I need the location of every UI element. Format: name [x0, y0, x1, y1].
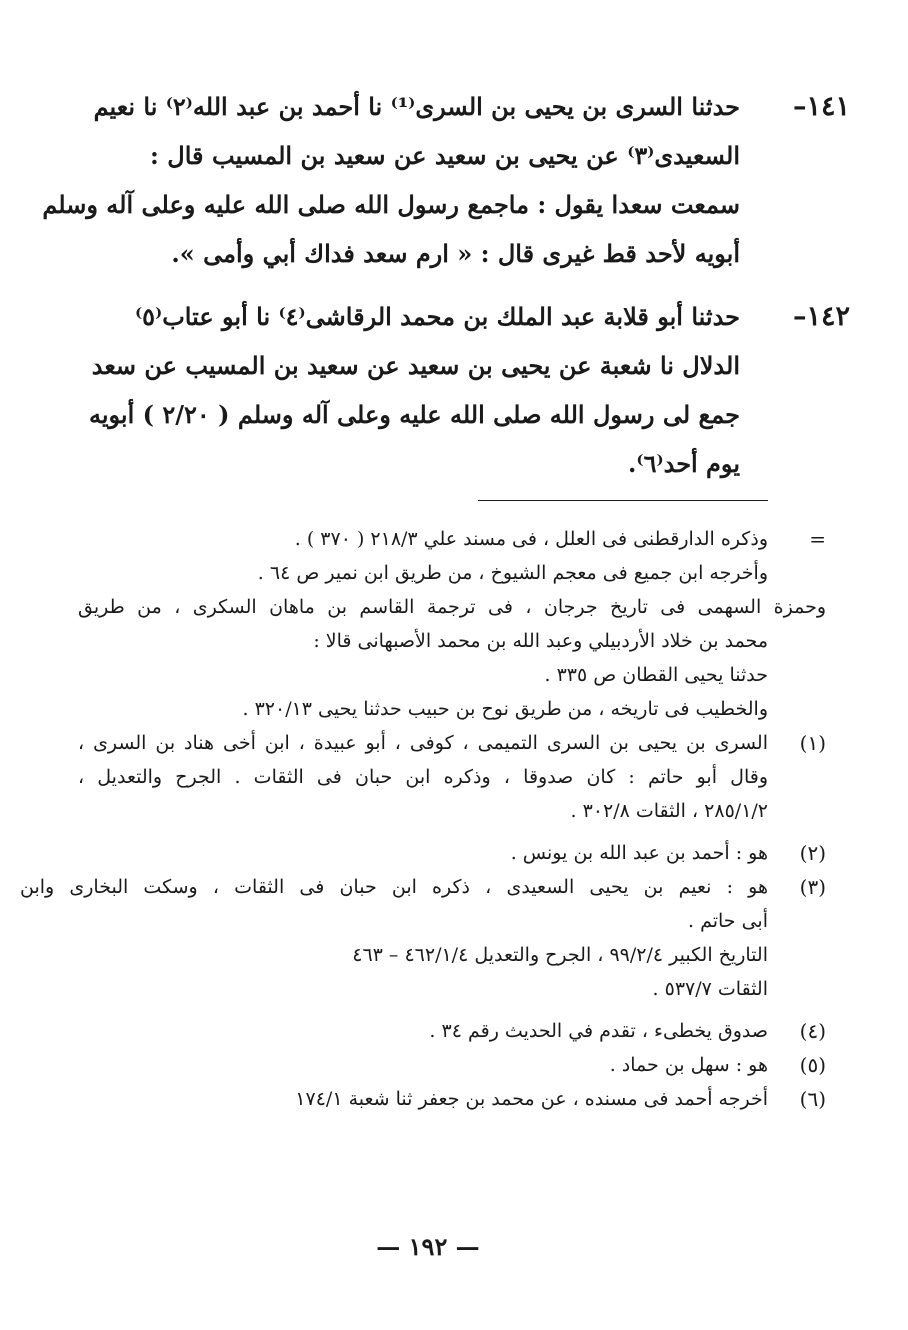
footnote-line: أخرجه أحمد فى مسنده ، عن محمد بن جعفر ثنا شعبة ١٧٤/١: [295, 1088, 768, 1110]
footnote-continued: [78, 522, 826, 726]
hadith-141: [42, 82, 850, 278]
footnote-1: [78, 726, 826, 828]
footnote-mark: (٦): [799, 1087, 826, 1111]
hadith-text: [42, 82, 850, 502]
footnote-mark: (٤): [799, 1019, 826, 1043]
footnote-mark: (٣): [799, 875, 826, 899]
hadith-142: [88, 292, 850, 488]
hadith-line: الدلال نا شعبة عن يحيى بن سعيد عن سعيد بن المسيب عن سعد: [91, 351, 740, 380]
footnote-mark: =: [809, 527, 826, 551]
footnote-line: محمد بن خلاد الأردبيلي وعبد الله بن محمد الأصبهانى قالا :: [313, 630, 768, 652]
footnote-mark: (٢): [799, 841, 826, 865]
hadith-number: ١٤١–: [792, 91, 850, 122]
footnote-line: السرى بن يحيى بن السرى التميمى ، كوفى ، أبو عبيدة ، ابن أخى هناد بن السرى ،: [78, 732, 768, 754]
hadith-line: حدثنا السرى بن يحيى بن السرى⁽¹⁾ نا أحمد بن عبد الله⁽٢⁾ نا نعيم: [93, 92, 740, 121]
footnote-4: [78, 1014, 826, 1048]
hadith-number: ١٤٢–: [792, 301, 850, 332]
footnote-line: ٢٨٥/١/٢ ، الثقات ٣٠٢/٨ .: [570, 800, 768, 822]
footnote-6: [78, 1082, 826, 1116]
hadith-line: جمع لى رسول الله صلى الله عليه وعلى آله وسلم ( ٢/٢٠ ) أبويه: [88, 400, 740, 429]
footnote-line: حدثنا يحيى القطان ص ٣٣٥ .: [544, 664, 768, 686]
footnote-line: وذكره الدارقطنى فى العلل ، فى مسند علي ٢١٨/٣ ( ٣٧٠ ) .: [294, 528, 768, 550]
footnotes: [20, 522, 826, 1116]
footnote-line: وأخرجه ابن جميع فى معجم الشيوخ ، من طريق ابن نمير ص ٦٤ .: [257, 562, 768, 584]
footnote-line: أبى حاتم .: [688, 910, 768, 932]
footnote-line: هو : نعيم بن يحيى السعيدى ، ذكره ابن حبان فى الثقات ، وسكت البخارى وابن: [20, 876, 768, 898]
footnote-line: صدوق يخطىء ، تقدم في الحديث رقم ٣٤ .: [429, 1020, 768, 1042]
footnote-mark: (٥): [799, 1053, 826, 1077]
hadith-line: السعيدى⁽٣⁾ عن يحيى بن سعيد عن سعيد بن المسيب قال :: [150, 141, 740, 170]
hadith-line: حدثنا أبو قلابة عبد الملك بن محمد الرقاشى⁽٤⁾ نا أبو عتاب⁽٥⁾: [135, 302, 740, 331]
footnote-line: الثقات ٥٣٧/٧ .: [652, 978, 768, 1000]
hadith-line: أبويه لأحد قط غيرى قال : « ارم سعد فداك أبي وأمى ».: [171, 239, 740, 268]
footnote-2: [78, 836, 826, 870]
footnote-line: هو : سهل بن حماد .: [609, 1054, 768, 1076]
footnote-3: [20, 870, 826, 1006]
hadith-line: سمعت سعدا يقول : ماجمع رسول الله صلى الله عليه وعلى آله وسلم: [42, 190, 740, 219]
footnote-line: التاريخ الكبير ٩٩/٢/٤ ، الجرح والتعديل ٤٦٢/١/٤ – ٤٦٣: [352, 944, 768, 966]
footnote-mark: (١): [799, 731, 826, 755]
footnote-line: وقال أبو حاتم : كان صدوقا ، وذكره ابن حبان فى الثقات . الجرح والتعديل ،: [78, 766, 768, 788]
page-number: — ١٩٢ —: [376, 1232, 480, 1261]
footnote-line: وحمزة السهمى فى تاريخ جرجان ، فى ترجمة القاسم بن ماهان السكرى ، من طريق: [78, 596, 826, 618]
footnote-line: والخطيب فى تاريخه ، من طريق نوح بن حبيب حدثنا يحيى ٣٢٠/١٣ .: [242, 698, 768, 720]
footnote-5: [78, 1048, 826, 1082]
hadith-line: يوم أحد⁽٦⁾.: [628, 449, 740, 478]
footnote-divider: [478, 500, 768, 501]
footnote-line: هو : أحمد بن عبد الله بن يونس .: [510, 842, 768, 864]
